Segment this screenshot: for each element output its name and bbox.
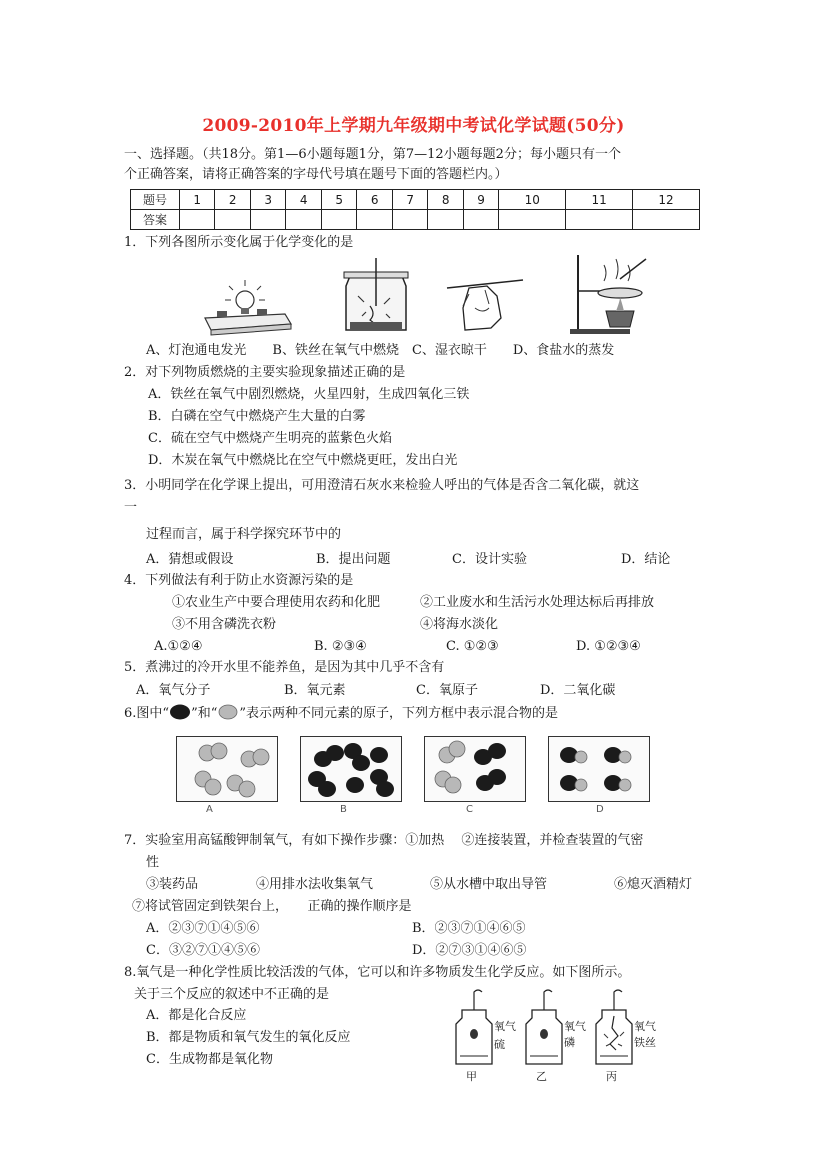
answer-cell[interactable] [180,210,215,230]
q4-stem: 4．下列做法有利于防止水资源污染的是 [124,573,354,588]
q5-option-c: C．氧原子 [416,683,478,698]
q4-statement-1: ①农业生产中要合理使用农药和化肥 [172,595,381,610]
q6-stem-post: ”表示两种不同元素的原子，下列方框中表示混合物的是 [239,706,559,721]
q4-option-b: B. ②③④ [314,639,367,654]
q6-box-d [548,736,650,802]
q3-option-a: A．猜想或假设 [146,552,234,567]
q-number-2: 2 [215,190,250,210]
q6-stem-pre: 6.图中“ [124,706,170,721]
q1-stem: 1．下列各图所示变化属于化学变化的是 [124,235,354,250]
q7-step-6: ⑥熄灭酒精灯 [614,877,693,892]
answer-cell[interactable] [633,210,700,230]
q-number-11: 11 [566,190,633,210]
q7-step-3: ③装药品 [146,877,199,892]
answer-table [130,189,700,230]
answer-cell[interactable] [250,210,285,230]
q2-option-b: B．白磷在空气中燃烧产生大量的白雾 [148,409,366,424]
q-number-5: 5 [321,190,356,210]
q4-statement-4: ④将海水淡化 [420,617,499,632]
q4-statement-2: ②工业废水和生活污水处理达标后再排放 [420,595,655,610]
answer-cell[interactable] [499,210,566,230]
q-number-9: 9 [463,190,498,210]
q6-box-c-diagram [425,737,525,801]
q7-stem-cont: 性 [146,855,160,870]
exam-title: 2009-2010年上学期九年级期中考试化学试题(50分) [202,116,625,136]
q4-option-d: D. ①②③④ [576,639,641,654]
q3-dash: 一 [124,500,138,515]
q6-box-a [176,736,278,802]
section-instruction-line1: 一、选择题。（共18分。第1—6小题每题1分，第7—12小题每题2分；每小题只有一个 [124,147,621,162]
jar2-gas-label: 氧气 [564,1020,586,1033]
q7-step-5: ⑤从水槽中取出导管 [430,877,548,892]
evaporation-illustration [560,251,656,337]
q4-option-c: C. ①②③ [446,639,499,654]
q8-stem-cont: 关于三个反应的叙述中不正确的是 [134,987,330,1002]
answer-cell[interactable] [428,210,463,230]
q6-stem [124,704,558,723]
q2-option-a: A．铁丝在氧气中剧烈燃烧，火星四射，生成四氧化三铁 [148,387,470,402]
light-atom-icon [217,704,239,720]
q8-stem: 8.氧气是一种化学性质比较活泼的气体，它可以和许多物质发生化学反应。如下图所示。 [124,965,631,980]
q3-stem: 3．小明同学在化学课上提出，可用澄清石灰水来检验人呼出的气体是否含二氧化碳，就这 [124,478,640,493]
q2-stem: 2．对下列物质燃烧的主要实验现象描述正确的是 [124,365,406,380]
jar2-name-label: 乙 [536,1070,547,1083]
q-number-12: 12 [633,190,700,210]
q6-label-d: D [596,804,604,815]
q8-option-b: B．都是物质和氧气发生的氧化反应 [146,1030,351,1045]
q2-option-c: C．硫在空气中燃烧产生明亮的蓝紫色火焰 [148,431,392,446]
q4-option-a: A.①②④ [154,639,203,654]
q-number-1: 1 [180,190,215,210]
q3-stem-cont: 过程而言，属于科学探究环节中的 [146,527,342,542]
jar3-substance-label: 铁丝 [634,1036,656,1049]
q-number-7: 7 [392,190,427,210]
q6-stem-mid: ”和“ [191,706,218,721]
answer-table-answer-row [131,210,700,230]
answer-cell[interactable] [566,210,633,230]
q6-box-a-diagram [177,737,277,801]
q8-option-a: A．都是化合反应 [146,1008,247,1023]
q6-box-d-diagram [549,737,649,801]
q5-option-a: A．氧气分子 [136,683,211,698]
q7-step-4: ④用排水法收集氧气 [256,877,374,892]
q-number-3: 3 [250,190,285,210]
q3-option-b: B．提出问题 [316,552,391,567]
q7-option-d: D．②⑦③①④⑥⑤ [412,943,527,958]
q6-box-b [300,736,402,802]
bulb-illustration [195,256,295,336]
section-instruction-line2: 个正确答案，请将正确答案的字母代号填在题号下面的答题栏内。） [124,167,508,182]
q-number-4: 4 [286,190,321,210]
q2-option-d: D．木炭在氧气中燃烧比在空气中燃烧更旺，发出白光 [148,453,458,468]
q-number-6: 6 [357,190,392,210]
q6-label-a: A [206,804,213,815]
q7-stem: 7．实验室用高锰酸钾制氧气，有如下操作步骤：①加热 ②连接装置，并检查装置的气密 [124,833,644,848]
answer-cell[interactable] [321,210,356,230]
q3-option-d: D．结论 [621,552,671,567]
jar3-name-label: 丙 [606,1070,617,1083]
q5-stem: 5．煮沸过的冷开水里不能养鱼，是因为其中几乎不含有 [124,660,445,675]
dark-atom-icon [169,704,191,720]
q6-box-b-diagram [301,737,401,801]
q4-statement-3: ③不用含磷洗衣粉 [172,617,277,632]
answer-cell[interactable] [392,210,427,230]
wet-clothes-illustration [445,278,525,336]
jar1-name-label: 甲 [466,1070,477,1083]
q7-option-b: B．②③⑦①④⑥⑤ [412,921,526,936]
q6-label-b: B [340,804,347,815]
answer-cell[interactable] [463,210,498,230]
answer-cell[interactable] [286,210,321,230]
answer-cell[interactable] [215,210,250,230]
jar1-substance-label: 硫 [494,1038,505,1051]
q5-option-d: D．二氧化碳 [540,683,616,698]
q-number-10: 10 [499,190,566,210]
jar2-substance-label: 磷 [564,1036,575,1049]
jar1-gas-label: 氧气 [494,1020,516,1033]
answer-table-number-row [131,190,700,210]
q3-option-c: C．设计实验 [452,552,527,567]
row-header-number: 题号 [131,190,180,210]
q6-box-c [424,736,526,802]
jar3-gas-label: 氧气 [634,1020,656,1033]
answer-cell[interactable] [357,210,392,230]
row-header-answer: 答案 [131,210,180,230]
q7-step-7: ⑦将试管固定到铁架台上， 正确的操作顺序是 [132,899,412,914]
iron-in-oxygen-illustration [340,256,412,336]
q1-options: A、灯泡通电发光 B、铁丝在氧气中燃烧 C、湿衣晾干 D、食盐水的蒸发 [146,343,615,358]
q-number-8: 8 [428,190,463,210]
q8-option-c: C．生成物都是氧化物 [146,1052,273,1067]
q6-label-c: C [466,804,473,815]
q7-option-a: A．②③⑦①④⑤⑥ [146,921,260,936]
q8-jar-figure [448,988,668,1084]
q7-option-c: C．③②⑦①④⑤⑥ [146,943,260,958]
q5-option-b: B．氧元素 [284,683,346,698]
